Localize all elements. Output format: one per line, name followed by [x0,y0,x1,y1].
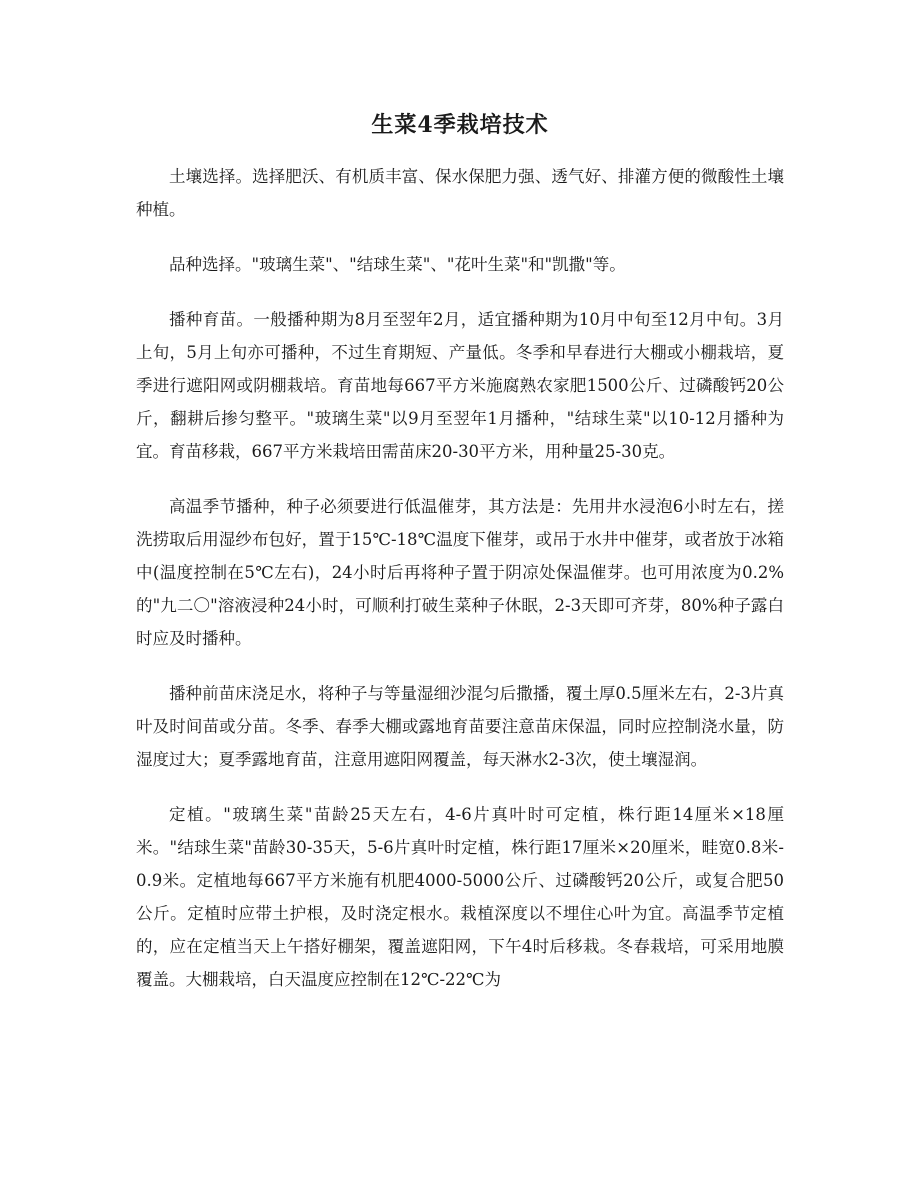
document-body [136,108,784,1018]
paragraph-transplanting: 定植。"玻璃生菜"苗龄25天左右，4-6片真叶时可定植，株行距14厘米×18厘米。"结球生菜"苗龄30-35天，5-6片真叶时定植，株行距17厘米×20厘米，畦宽0.8米-0.9米。定植地每667平方米施有机肥4000-5000公斤、过磷酸钙20公斤，或复合肥50公斤。定植时应带土护根，及时浇定根水。栽植深度以不埋住心叶为宜。高温季节定植的，应在定植当天上午搭好棚架，覆盖遮阳网，下午4时后移栽。冬春栽培，可采用地膜覆盖。大棚栽培，白天温度应控制在12℃-22℃为 [136,805,784,989]
paragraph-high-temperature-sowing: 高温季节播种，种子必须要进行低温催芽，其方法是：先用井水浸泡6小时左右，搓洗捞取后用湿纱布包好，置于15℃-18℃温度下催芽，或吊于水井中催芽，或者放于冰箱中(温度控制在5℃左右)，24小时后再将种子置于阴凉处保温催芽。也可用浓度为0.2%的"九二〇"溶液浸种24小时，可顺利打破生菜种子休眠，2-3天即可齐芽，80%种子露白时应及时播种。 [136,497,784,648]
paragraph-sowing-seedlings: 播种育苗。一般播种期为8月至翌年2月，适宜播种期为10月中旬至12月中旬。3月上旬，5月上旬亦可播种，不过生育期短、产量低。冬季和早春进行大棚或小棚栽培，夏季进行遮阳网或阴棚栽培。育苗地每667平方米施腐熟农家肥1500公斤、过磷酸钙20公斤，翻耕后掺匀整平。"玻璃生菜"以9月至翌年1月播种，"结球生菜"以10-12月播种为宜。育苗移栽，667平方米栽培田需苗床20-30平方米，用种量25-30克。 [136,310,784,461]
paragraph-soil-selection: 土壤选择。选择肥沃、有机质丰富、保水保肥力强、透气好、排灌方便的微酸性土壤种植。 [136,167,784,219]
paragraph-seedbed-watering: 播种前苗床浇足水，将种子与等量湿细沙混匀后撒播，覆土厚0.5厘米左右，2-3片真叶及时间苗或分苗。冬季、春季大棚或露地育苗要注意苗床保温，同时应控制浇水量，防湿度过大；夏季露地育苗，注意用遮阳网覆盖，每天淋水2-3次，使土壤湿润。 [136,684,784,769]
document-title: 生菜4季栽培技术 [371,112,549,138]
paragraph-variety-selection: 品种选择。"玻璃生菜"、"结球生菜"、"花叶生菜"和"凯撒"等。 [169,255,626,274]
